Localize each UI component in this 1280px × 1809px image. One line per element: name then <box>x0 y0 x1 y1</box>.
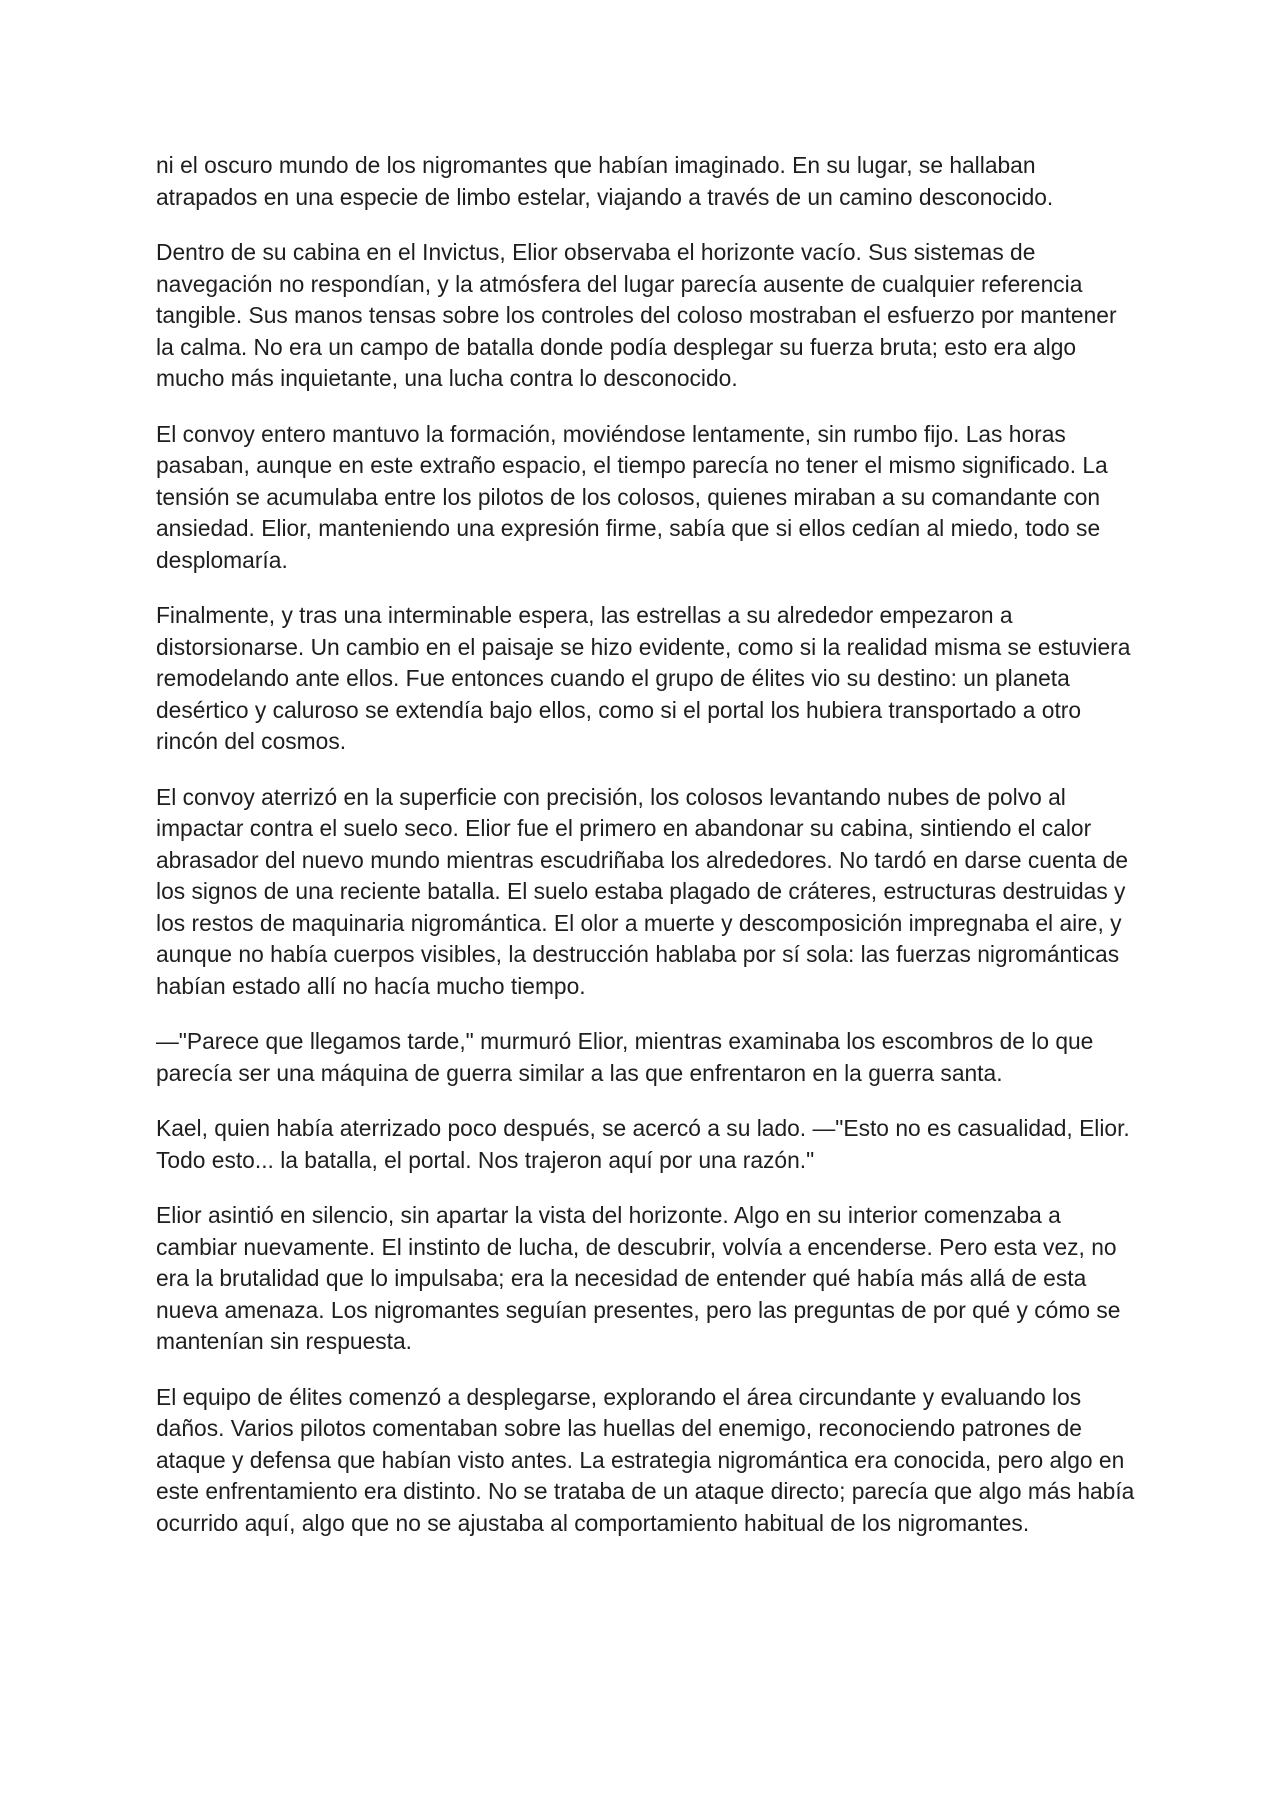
paragraph-2: Dentro de su cabina en el Invictus, Elior observaba el horizonte vacío. Sus sistemas de navegación no respondían, y la atmósfera del lugar parecía ausente de cualquier referencia tangible. Sus manos tensas sobre los controles del coloso mostraban el esfuerzo por mantener la calma. No era un campo de batalla donde podía desplegar su fuerza bruta; esto era algo mucho más inquietante, una lucha contra lo desconocido. <box>156 239 1117 391</box>
paragraph-6: —"Parece que llegamos tarde," murmuró Elior, mientras examinaba los escombros de lo que parecía ser una máquina de guerra similar a las que enfrentaron en la guerra santa. <box>156 1028 1094 1086</box>
paragraph-7: Kael, quien había aterrizado poco después, se acercó a su lado. —"Esto no es casualidad, Elior. Todo esto... la batalla, el portal. Nos trajeron aquí por una razón." <box>156 1115 1130 1173</box>
paragraph-4: Finalmente, y tras una interminable espera, las estrellas a su alrededor empezaron a distorsionarse. Un cambio en el paisaje se hizo evidente, como si la realidad misma se estuviera remodelando ante ellos. Fue entonces cuando el grupo de élites vio su destino: un planeta desértico y caluroso se extendía bajo ellos, como si el portal los hubiera transportado a otro rincón del cosmos. <box>156 602 1131 754</box>
paragraph-8: Elior asintió en silencio, sin apartar la vista del horizonte. Algo en su interior comenzaba a cambiar nuevamente. El instinto de lucha, de descubrir, volvía a encenderse. Pero esta vez, no era la brutalidad que lo impulsaba; era la necesidad de entender qué había más allá de esta nueva amenaza. Los nigromantes seguían presentes, pero las preguntas de por qué y cómo se mantenían sin respuesta. <box>156 1202 1121 1354</box>
paragraph-9: El equipo de élites comenzó a desplegarse, explorando el área circundante y evaluando los daños. Varios pilotos comentaban sobre las huellas del enemigo, reconociendo patrones de ataque y defensa que habían visto antes. La estrategia nigromántica era conocida, pero algo en este enfrentamiento era distinto. No se trataba de un ataque directo; parecía que algo más había ocurrido aquí, algo que no se ajustaba al comportamiento habitual de los nigromantes. <box>156 1383 1135 1536</box>
paragraph-5: El convoy aterrizó en la superficie con precisión, los colosos levantando nubes de polvo al impactar contra el suelo seco. Elior fue el primero en abandonar su cabina, sintiendo el calor abrasador del nuevo mundo mientras escudriñaba los alrededores. No tardó en darse cuenta de los signos de una reciente batalla. El suelo estaba plagado de cráteres, estructuras destruidas y los restos de maquinaria nigromántica. El olor a muerte y descomposición impregnaba el aire, y aunque no había cuerpos visibles, la destrucción hablaba por sí sola: las fuerzas nigrománticas habían estado allí no hacía mucho tiempo. <box>156 783 1129 999</box>
paragraph-3: El convoy entero mantuvo la formación, moviéndose lentamente, sin rumbo fijo. Las horas pasaban, aunque en este extraño espacio, el tiempo parecía no tener el mismo significado. La tensión se acumulaba entre los pilotos de los colosos, quienes miraban a su comandante con ansiedad. Elior, manteniendo una expresión firme, sabía que si ellos cedían al miedo, todo se desplomaría. <box>156 420 1108 573</box>
document-body <box>156 150 1136 1563</box>
paragraph-1: ni el oscuro mundo de los nigromantes que habían imaginado. En su lugar, se hallaban atrapados en una especie de limbo estelar, viajando a través de un camino desconocido. <box>156 152 1054 210</box>
